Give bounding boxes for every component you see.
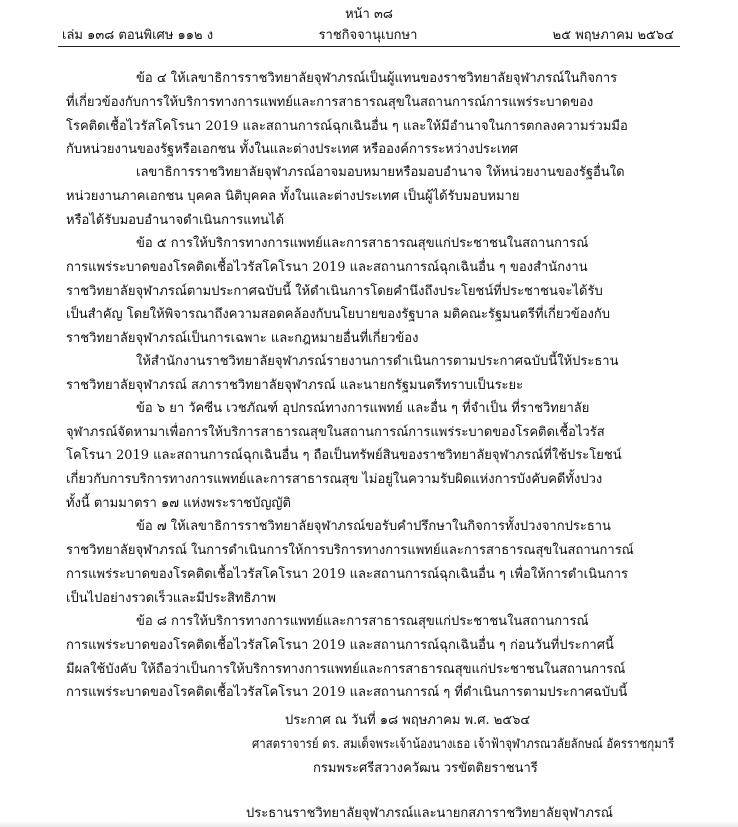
paragraph-line: เป็นไปอย่างรวดเร็วและมีประสิทธิภาพ [66, 591, 276, 606]
paragraph-line: เกี่ยวกับการบริการทางการแพทย์และการสาธารณสุข ไม่อยู่ในความรับผิดแห่งการบังคับคดีทั้งปวง [66, 472, 603, 487]
paragraph-line: การแพร่ระบาดของโรคติดเชื้อไวรัสโคโรนา 2019 และสถานการณ์ฉุกเฉินอื่น ๆ ก่อนวันที่ประกาศนี้ [66, 638, 614, 653]
paragraph-line: โคโรนา 2019 และสถานการณ์ฉุกเฉินอื่น ๆ ถือเป็นทรัพย์สินของราชวิทยาลัยจุฬาภรณ์ที่ใช้ประโยชน์ [66, 448, 622, 463]
paragraph-line: การแพร่ระบาดของโรคติดเชื้อไวรัสโคโรนา 2019 และสถานการณ์ฉุกเฉินอื่น ๆ ของสำนักงาน [66, 260, 588, 275]
paragraph-first-line: ข้อ ๘ การให้บริการทางการแพทย์และการสาธารณสุขแก่ประชาชนในสถานการณ์ [136, 614, 589, 629]
paragraph-line: ราชวิทยาลัยจุฬาภรณ์เป็นการเฉพาะ และกฎหมายอื่นที่เกี่ยวข้อง [66, 331, 419, 346]
signatory-name: ศาสตราจารย์ ดร. สมเด็จพระเจ้าน้องนางเธอ เจ้าฟ้าจุฬาภรณวลัยลักษณ์ อัครราชกุมารี [252, 737, 675, 752]
paragraph-line: มีผลใช้บังคับ ให้ถือว่าเป็นการให้บริการทางการแพทย์และการสาธารณสุขแก่ประชาชนในสถานการณ์ [66, 662, 626, 677]
paragraph-line: ราชวิทยาลัยจุฬาภรณ์ ในการดำเนินการให้การบริการทางการแพทย์และการสาธารณสุขในสถานการณ์ [66, 543, 634, 558]
paragraph-line: จุฬาภรณ์จัดหามาเพื่อการให้บริการสาธารณสุขในสถานการณ์การแพร่ระบาดของโรคติดเชื้อไวรัส [66, 425, 605, 440]
paragraph-line: ราชวิทยาลัยจุฬาภรณ์ตามประกาศฉบับนี้ ให้ดำเนินการโดยคำนึงถึงประโยชน์ที่ประชาชนจะได้รับ [66, 284, 603, 299]
gazette-name: ราชกิจจานุเบกษา [318, 28, 418, 43]
paragraph-line: ทั้งนี้ ตามมาตรา ๑๗ แห่งพระราชบัญญัติ [66, 496, 291, 511]
paragraph-first-line: เลขาธิการราชวิทยาลัยจุฬาภรณ์อาจมอบหมายหรือมอบอำนาจ ให้หน่วยงานของรัฐอื่นใด [136, 165, 625, 180]
announcement-date: ประกาศ ณ วันที่ ๑๘ พฤษภาคม พ.ศ. ๒๕๖๔ [285, 713, 531, 728]
paragraph-line: หรือได้รับมอบอำนาจดำเนินการแทนได้ [66, 213, 285, 228]
paragraph-first-line: ข้อ ๗ ให้เลขาธิการราชวิทยาลัยจุฬาภรณ์ขอรับคำปรึกษาในกิจการทั้งปวงจากประธาน [136, 519, 611, 534]
signatory-position: ประธานราชวิทยาลัยจุฬาภรณ์และนายกสภาราชวิทยาลัยจุฬาภรณ์ [246, 806, 613, 821]
paragraph-first-line: ข้อ ๖ ยา วัคซีน เวชภัณฑ์ อุปกรณ์ทางการแพทย์ และอื่น ๆ ที่จำเป็น ที่ราชวิทยาลัย [136, 401, 590, 416]
paragraph-line: หน่วยงานภาคเอกชน บุคคล นิติบุคคล ทั้งในและต่างประเทศ เป็นผู้ได้รับมอบหมาย [66, 189, 520, 204]
paragraph-line: กับหน่วยงานของรัฐหรือเอกชน ทั้งในและต่างประเทศ หรือองค์การระหว่างประเทศ [66, 142, 519, 157]
header-rule [58, 46, 680, 47]
paragraph-first-line: ข้อ ๕ การให้บริการทางการแพทย์และการสาธารณสุขแก่ประชาชนในสถานการณ์ [136, 236, 589, 251]
page-bottom-shadow [0, 821, 738, 827]
paragraph-line: การแพร่ระบาดของโรคติดเชื้อไวรัสโคโรนา 2019 และสถานการณ์ ๆ ที่ดำเนินการตามประกาศฉบับนี้ [66, 685, 628, 700]
signatory-title: กรมพระศรีสวางควัฒน วรขัตติยราชนารี [313, 761, 538, 776]
volume-issue: เล่ม ๑๓๘ ตอนพิเศษ ๑๑๒ ง [62, 28, 214, 43]
paragraph-line: เป็นสำคัญ โดยให้พิจารณาถึงความสอดคล้องกับนโยบายของรัฐบาล มติคณะรัฐมนตรีที่เกี่ยวข้องกับ [66, 307, 610, 322]
paragraph-line: ราชวิทยาลัยจุฬาภรณ์ สภาราชวิทยาลัยจุฬาภรณ์ และนายกรัฐมนตรีทราบเป็นระยะ [66, 378, 524, 393]
paragraph-line: การแพร่ระบาดของโรคติดเชื้อไวรัสโคโรนา 2019 และสถานการณ์ฉุกเฉินอื่น ๆ เพื่อให้การดำเนินการ [66, 567, 629, 582]
paragraph-first-line: ให้สำนักงานราชวิทยาลัยจุฬาภรณ์รายงานการดำเนินการตามประกาศฉบับนี้ให้ประธาน [136, 354, 619, 369]
paragraph-line: ที่เกี่ยวข้องกับการให้บริการทางการแพทย์และการสาธารณสุขในสถานการณ์การแพร่ระบาดของ [66, 95, 594, 110]
paragraph-line: โรคติดเชื้อไวรัสโคโรนา 2019 และสถานการณ์ฉุกเฉินอื่น ๆ และให้มีอำนาจในการตกลงความร่วมมือ [66, 119, 628, 134]
paragraph-first-line: ข้อ ๔ ให้เลขาธิการราชวิทยาลัยจุฬาภรณ์เป็นผู้แทนของราชวิทยาลัยจุฬาภรณ์ในกิจการ [136, 71, 618, 86]
publication-date: ๒๕ พฤษภาคม ๒๕๖๔ [552, 28, 674, 43]
page-number: หน้า ๓๘ [345, 7, 393, 22]
